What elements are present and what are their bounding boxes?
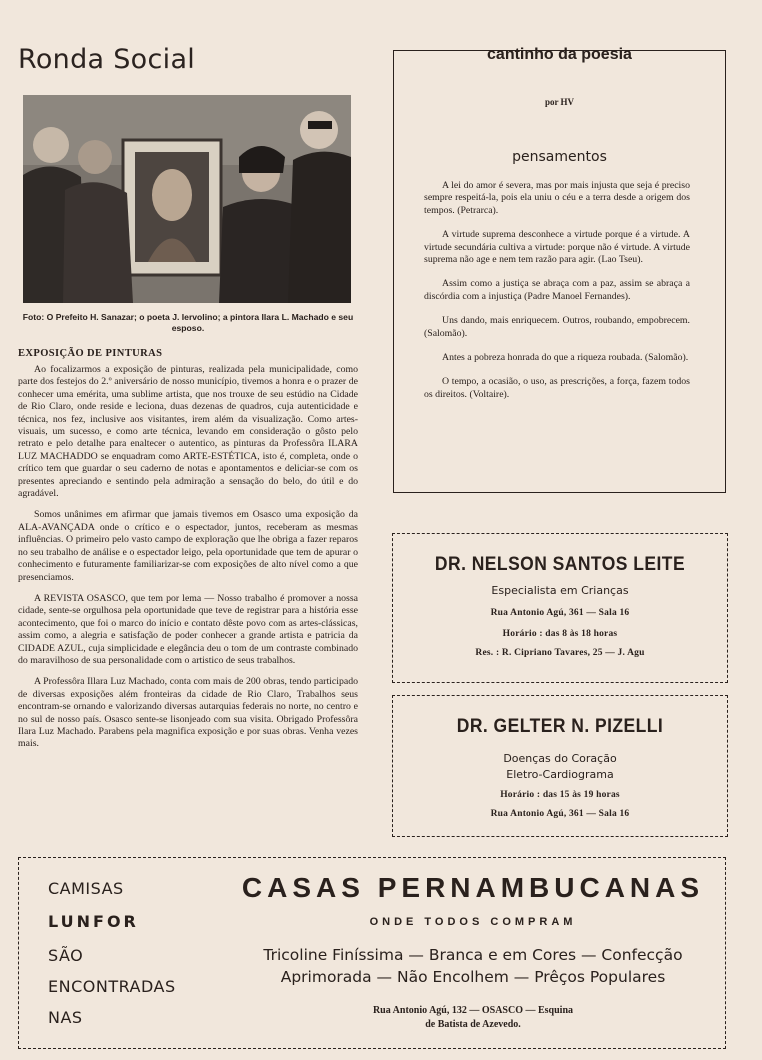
article-body	[18, 364, 358, 760]
article-paragraph: Ao focalizarmos a exposição de pinturas, realizada pela municipalidade, como parte dos festejos do 2.º aniversário de nosso município, tivemos a honra e o prazer de conhecer uma emérita, uma sublime artista, que nos trouxe de seu estúdio na Cidade de Rio Claro, onde reside e leciona, duas dezenas de quadros, cuja autenticidade e técnica, nos fez, inclusive aos visitantes, irem além da visualização. Como artes-visuais, um sucesso, e como arte técnica, levando em consideração o gôsto pelo retrato e pelo detalhe para enaltecer o autentico, as pinturas da Professôra ILARA LUZ MACHADDO se enquadram como ARTE-ESTÉTICA, isto é, completa, onde o crítico tem que guardar o seu caderno de notas e apontamentos e deliciar-se com os presentes apreciando e sentindo pela admiração a sensação do belo, do útil e do agradável.	[18, 364, 358, 500]
article-paragraph: Somos unânimes em afirmar que jamais tivemos em Osasco uma exposição da ALA-AVANÇADA onde o crítico e o espectador, juntos, receberam as mesmas influências. O primeiro pelo vasto campo de exploração que lhe obriga a fazer reparos no seu trabalho de análise e o espectador leigo, pela oportunidade que tem de apurar o conhecimento e futuramente familiarizar-se com exposições de alto nível como a que presenciamos.	[18, 509, 358, 583]
doctor-address: Rua Antonio Agú, 361 — Sala 16	[490, 809, 630, 819]
ad-left-line: SÃO	[48, 946, 84, 965]
doctor-specialty: Especialista em Crianças	[491, 584, 629, 597]
ad-address: Rua Antonio Agú, 132 — OSASCO — Esquina	[372, 1005, 574, 1016]
doctor-specialty-2: Eletro-Cardiograma	[506, 768, 614, 781]
poetry-title: cantinho da poesia	[487, 46, 632, 63]
doctor-name: DR. NELSON SANTOS LEITE	[434, 554, 686, 575]
exhibition-photo	[23, 95, 351, 303]
article-heading: EXPOSIÇÃO DE PINTURAS	[18, 348, 163, 359]
quote: Assim como a justiça se abraça com a paz, assim se abraça a discórdia com a injustiça (Padre Manoel Fernandes).	[424, 278, 690, 302]
article-paragraph: A Professôra Illara Luz Machado, conta com mais de 200 obras, tendo participado de diversas exposições além fronteiras da cidade de Rio Claro, Trabalhos seus encontram-se ornando e valorizando diversas autarquias federais no norte, no centro e no sul de nosso país. Osasco sente-se lisonjeado com sua visita. Obrigado Professôra Ilara Luz Machado. Parabens pela magnifica exposição e por suas obras. Venha vezes mais.	[18, 676, 358, 750]
doctor-ad-nelson	[392, 533, 728, 683]
doctor-hours: Horário : das 15 às 19 horas	[500, 790, 620, 800]
doctor-address: Rua Antonio Agú, 361 — Sala 16	[490, 608, 630, 618]
doctor-name: DR. GELTER N. PIZELLI	[456, 716, 664, 737]
doctor-specialty: Doenças do Coração	[503, 752, 617, 765]
poetry-author: por HV	[544, 97, 575, 107]
article-paragraph: A REVISTA OSASCO, que tem por lema — Nosso trabalho é promover a nossa cidade, sente-se orgulhosa pela oportunidade que teve de registrar para a história esse acontecimento, que foi o marco do início e contato dêste povo com as artes-clássicas, assim como, a alegria e satisfação de poder conhecer a grande artista e patricia da CIDADE AZUL, cuja simplicidade e elegância deu o tom de um contraste combinado do maravilhoso de sua personalidade com o artistico de seus trabalhos.	[18, 592, 358, 666]
section-title: Ronda Social	[18, 44, 196, 75]
ad-left-line: NAS	[48, 1008, 83, 1027]
doctor-ad-gelter	[392, 695, 728, 837]
photo-caption: Foto: O Prefeito H. Sanazar; o poeta J. Iervolino; a pintora Ilara L. Machado e seu esposo.	[22, 312, 354, 333]
ad-address-2: de Batista de Azevedo.	[425, 1019, 521, 1030]
poetry-quotes	[424, 180, 690, 413]
poetry-subtitle: pensamentos	[512, 149, 607, 165]
ad-product-line: Aprimorada — Não Encolhem — Prêços Populares	[280, 968, 666, 986]
ad-slogan: ONDE TODOS COMPRAM	[369, 916, 577, 928]
quote: Uns dando, mais enriquecem. Outros, roubando, empobrecem. (Salomão).	[424, 315, 690, 339]
quote: Antes a pobreza honrada do que a riqueza roubada. (Salomão).	[442, 352, 689, 364]
ad-left-line: CAMISAS	[48, 879, 124, 898]
quote: A lei do amor é severa, mas por mais injusta que seja é preciso sempre respeitá-la, pois ela uniu o céu e a terra desde a origem dos tempos. (Petrarca).	[424, 180, 690, 216]
ad-left-line: ENCONTRADAS	[48, 977, 176, 996]
ad-brand: CASAS PERNAMBUCANAS	[241, 872, 705, 903]
doctor-hours: Horário : das 8 às 18 horas	[502, 629, 618, 639]
doctor-residence: Res. : R. Cipriano Tavares, 25 — J. Agu	[475, 648, 645, 658]
quote: O tempo, a ocasião, o uso, as prescrições, a força, fazem todos os direitos. (Voltaire).	[424, 376, 690, 400]
ad-product-line: Tricoline Finíssima — Branca e em Cores — Confecção	[263, 946, 683, 964]
quote: A virtude suprema desconhece a virtude porque é a virtude. A virtude secundária cultiva a virtude: porque não é virtude. A virtude suprema não age e nem tem razão para agir. (Lao Tseu).	[424, 229, 690, 266]
ad-left-line: LUNFOR	[48, 912, 139, 931]
